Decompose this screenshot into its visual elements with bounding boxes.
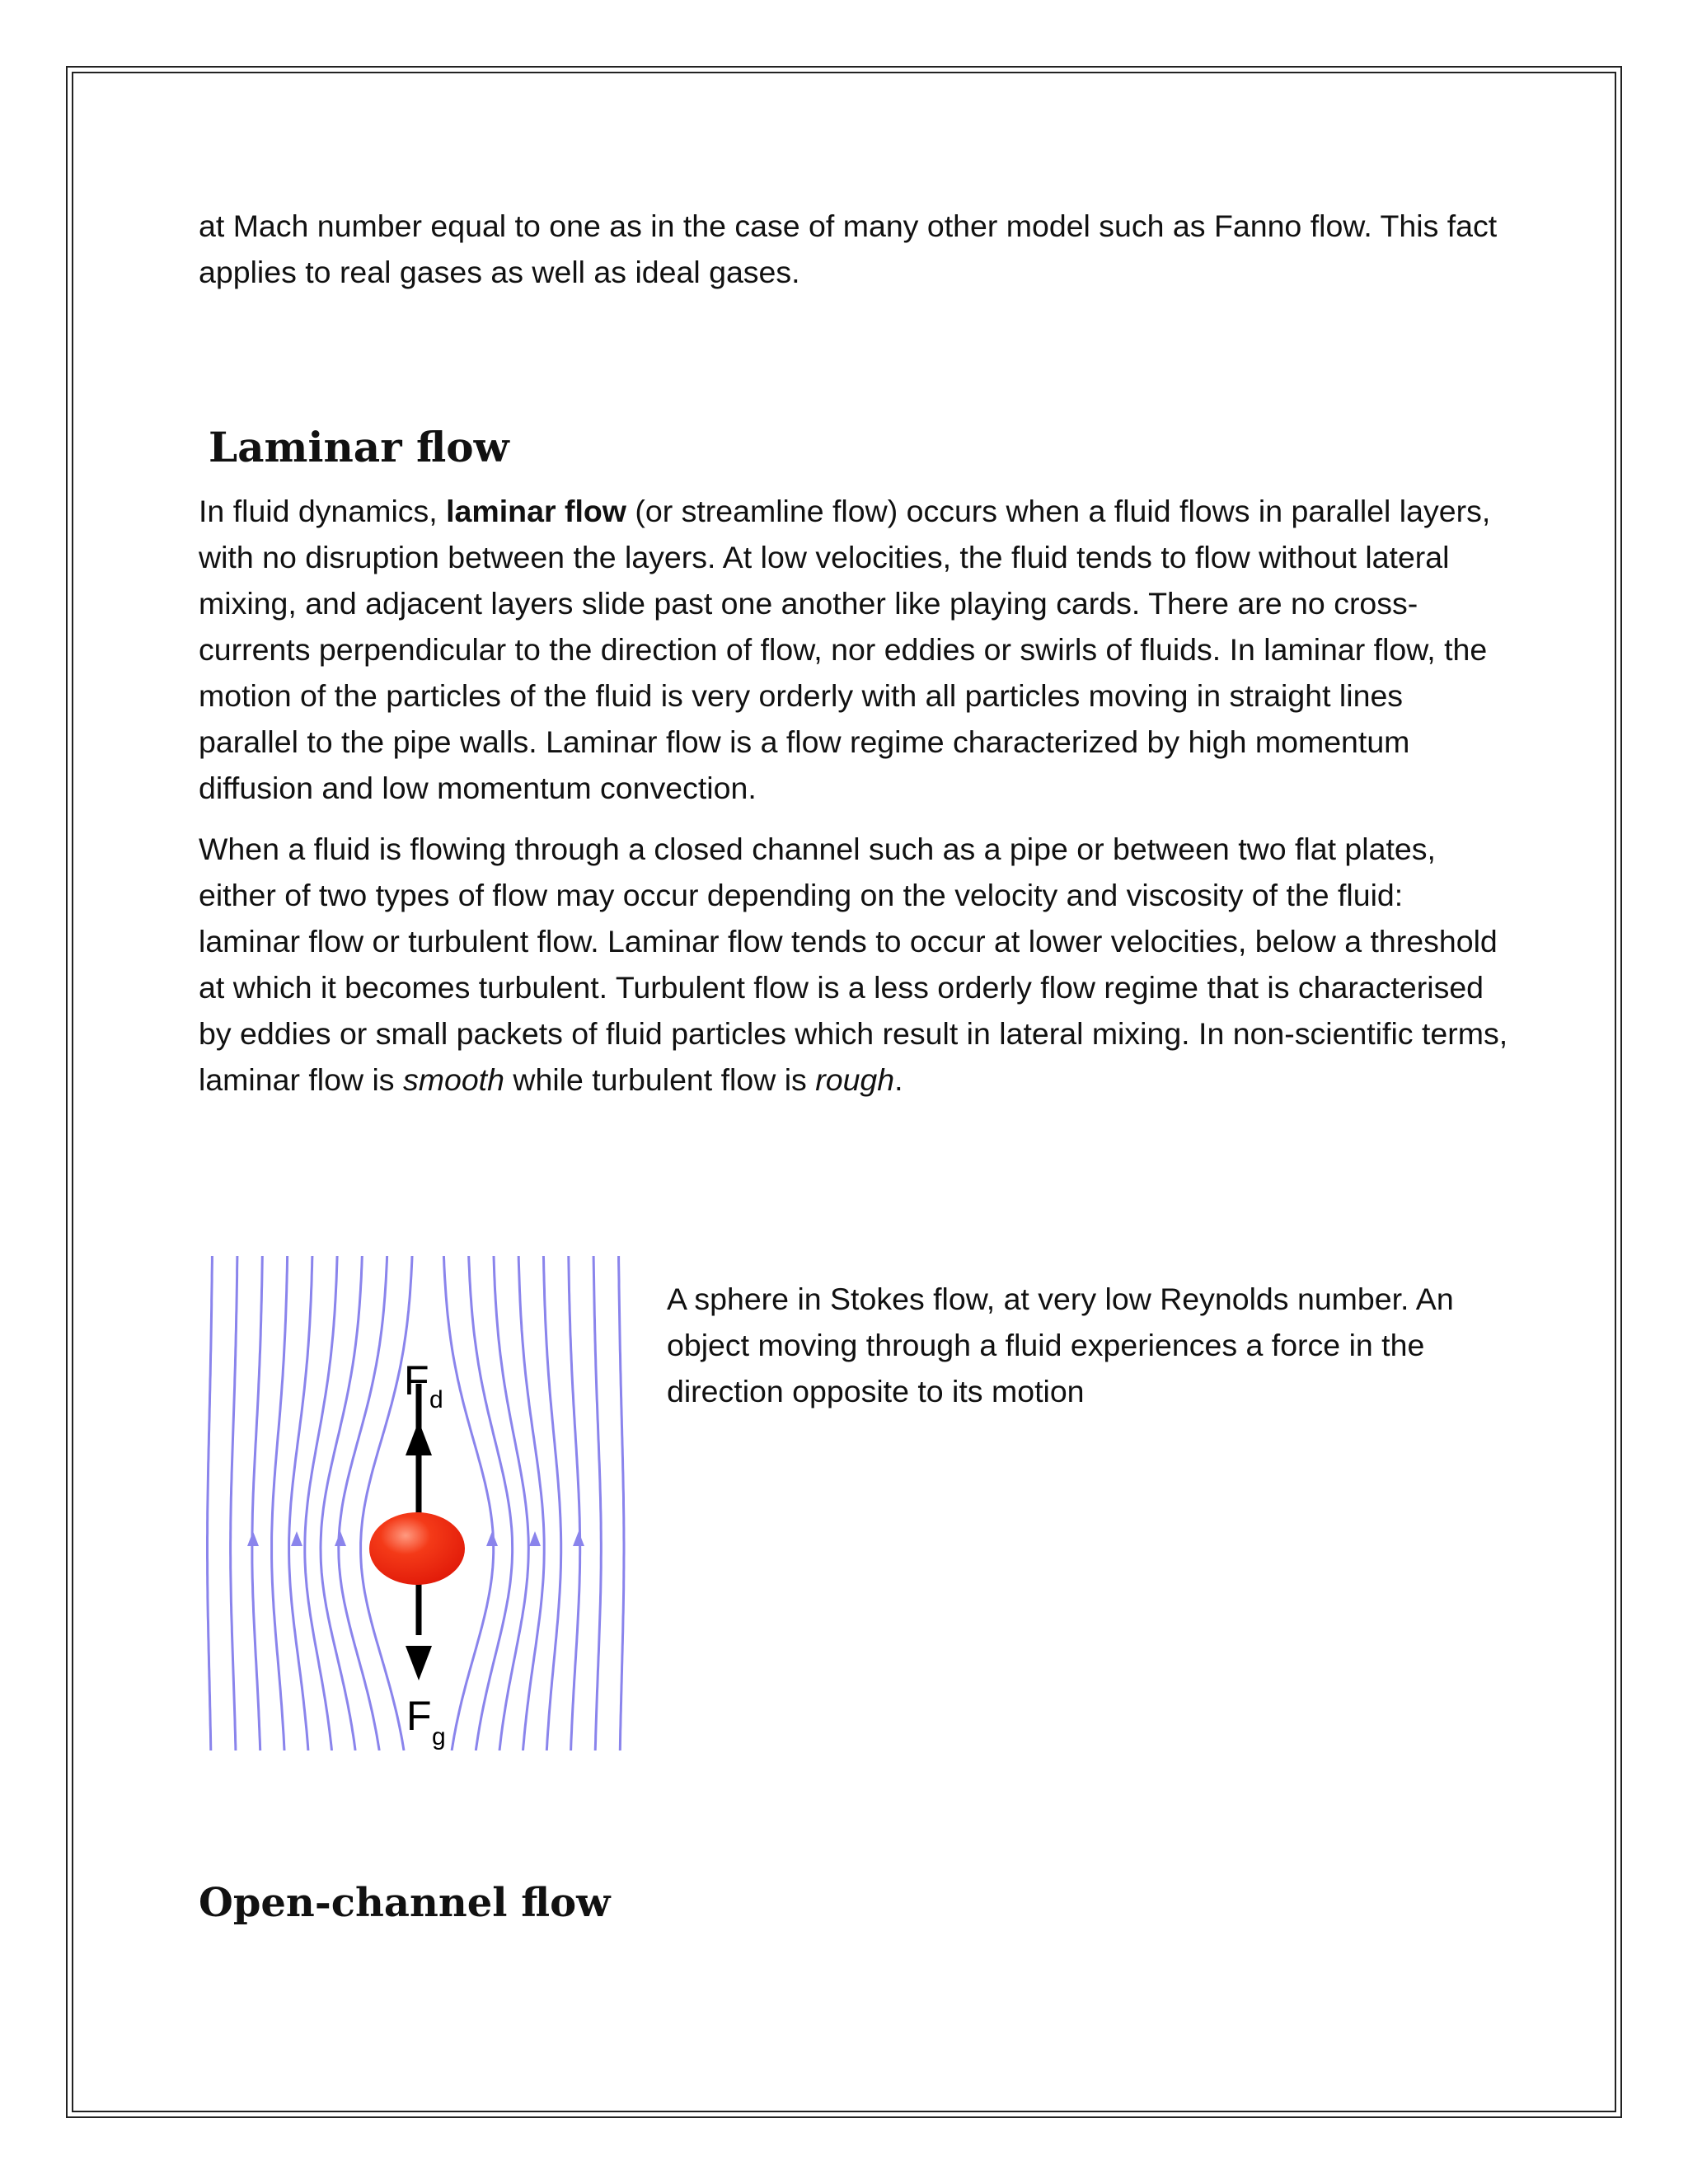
flow-arrow-icon [486, 1531, 498, 1546]
laminar-turbulent-paragraph [199, 826, 1509, 1103]
gravity-force-label: F [406, 1693, 432, 1739]
streamline [543, 1256, 560, 1750]
text-run: In fluid dynamics, [199, 494, 447, 528]
streamline [272, 1256, 288, 1750]
text-run: (or streamline flow) occurs when a fluid flows in parallel layers, with no disruption between the layers. At low velocities, the fluid tends to flow without lateral mixing, and adjacent layers slide past one another like playing cards. There are no cross-currents perpendicular to the direction of flow, nor eddies or swirls of fluids. In laminar flow, the motion of the particles of the fluid is very orderly with all particles moving in straight lines parallel to the pipe walls. Laminar flow is a flow regime characterized by high momentum diffusion and low momentum convection. [199, 494, 1491, 805]
italic-smooth: smooth [402, 1062, 504, 1097]
flow-arrow-icon [529, 1531, 541, 1546]
streamline [569, 1256, 580, 1750]
figure-caption: A sphere in Stokes flow, at very low Reynolds number. An object moving through a fluid experiences a force in the direction opposite to its motion [667, 1282, 1454, 1408]
italic-rough: rough [815, 1062, 895, 1097]
gravity-force-arrowhead [406, 1646, 432, 1680]
text-run: while turbulent flow is [504, 1062, 816, 1097]
sphere [369, 1512, 465, 1585]
laminar-flow-heading: Laminar flow [209, 423, 509, 471]
streamline [289, 1256, 312, 1750]
streamline [593, 1256, 601, 1750]
streamline [361, 1256, 412, 1750]
streamline [339, 1256, 387, 1750]
flow-arrow-icon [247, 1531, 259, 1546]
streamlines [208, 1256, 625, 1750]
drag-force-arrowhead [406, 1421, 432, 1455]
bold-term-laminar-flow: laminar flow [446, 494, 626, 528]
flow-arrow-icon [573, 1531, 584, 1546]
open-channel-flow-heading: Open-channel flow [199, 1880, 611, 1926]
streamline [231, 1256, 237, 1750]
flow-arrow-icon [335, 1531, 346, 1546]
stokes-flow-figure [206, 1256, 635, 1750]
stokes-flow-diagram [206, 1256, 635, 1750]
streamline [518, 1256, 544, 1750]
streamline [494, 1256, 528, 1750]
drag-force-subscript: d [429, 1386, 443, 1413]
text-run: . [894, 1062, 903, 1097]
streamline [208, 1256, 213, 1750]
streamline [321, 1256, 362, 1750]
streamline [443, 1256, 493, 1750]
laminar-definition-paragraph [199, 488, 1509, 811]
text-run: When a fluid is flowing through a closed channel such as a pipe or between two flat plates, either of two types of flow may occur depending on the velocity and viscosity of the fluid: laminar flow or turbulent flow. Laminar flow tends to occur at lower velocities, below a threshold at which it becomes turbulent. Turbulent flow is a less orderly flow regime that is characterised by eddies or small packets of fluid particles which result in lateral mixing. In non-scientific terms, laminar flow is [199, 832, 1508, 1097]
streamline [252, 1256, 262, 1750]
streamline [619, 1256, 624, 1750]
gravity-force-subscript: g [432, 1723, 446, 1750]
intro-paragraph: at Mach number equal to one as in the case of many other model such as Fanno flow. This fact applies to real gases as well as ideal gases. [199, 209, 1498, 289]
drag-force-label: F [404, 1357, 429, 1404]
streamline [469, 1256, 513, 1750]
flow-arrow-icon [291, 1531, 302, 1546]
